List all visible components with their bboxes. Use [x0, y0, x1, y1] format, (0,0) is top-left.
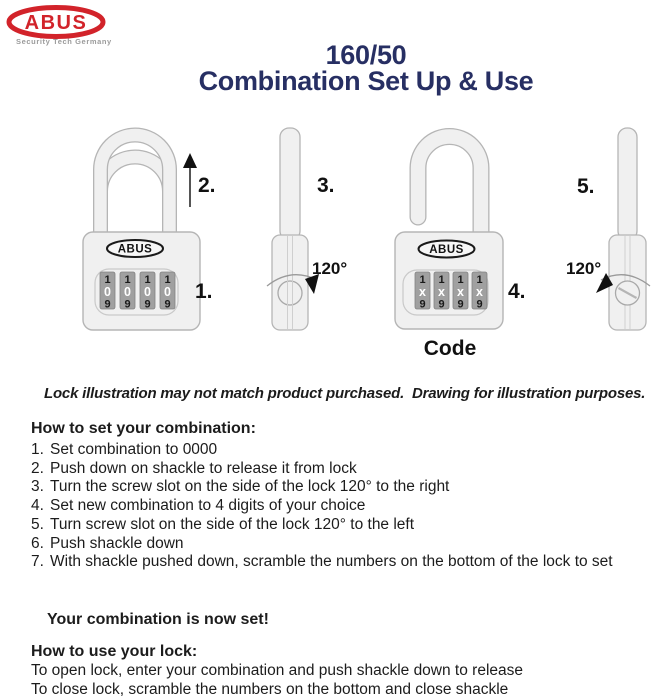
open-shackle [418, 137, 481, 240]
abus-logo-text: ABUS [24, 12, 88, 34]
figure-lock-side-left [566, 128, 650, 330]
step-number: 7. [31, 553, 44, 571]
dial-digit-middle: 0 [144, 285, 151, 299]
set-step [31, 460, 662, 479]
dial-digit-top: 1 [144, 274, 151, 286]
shackle-lower [101, 157, 170, 239]
lock-brand-text: ABUS [429, 244, 464, 256]
set-step [31, 516, 662, 535]
angle-label-left: 120° [566, 259, 602, 278]
dial-digit-top: 1 [457, 274, 464, 286]
dial-digit-middle: 0 [164, 285, 171, 299]
set-step [31, 497, 662, 516]
dial-digit-middle: x [438, 285, 445, 299]
dial-digit-bottom: 9 [104, 298, 111, 311]
lock-brand-text: ABUS [117, 243, 153, 256]
dial-digit-middle: x [457, 285, 464, 299]
step-text: With shackle pushed down, scramble the numbers on the bottom of the lock to set [50, 553, 613, 571]
set-step [31, 441, 662, 460]
step-number: 4. [31, 497, 44, 515]
brand-tagline: Security Tech Germany [16, 37, 112, 46]
disclaimer-text: Lock illustration may not match product purchased. Drawing for illustration purposes. [44, 385, 646, 402]
step-number: 5. [31, 515, 44, 533]
page-title [66, 42, 666, 94]
step-text: Turn screw slot on the side of the lock 120° to the left [50, 515, 415, 533]
set-screw-icon [278, 281, 302, 305]
figure-step-2-label: 2. [198, 174, 216, 197]
dial-digit-top: 1 [419, 274, 426, 286]
dial-digit-bottom: 9 [476, 298, 483, 311]
shackle-rod [280, 128, 300, 240]
figure-step-4-label: 4. [508, 280, 526, 303]
dial-digit-middle: x [419, 285, 426, 299]
step-text: Push down on shackle to release it from lock [50, 459, 357, 477]
dial-digit-bottom: 9 [124, 298, 131, 311]
figure-step-5-label: 5. [577, 175, 595, 198]
use-section-heading: How to use your lock: [31, 643, 198, 660]
dial-digit-top: 1 [438, 274, 445, 286]
set-section-heading: How to set your combination: [31, 420, 256, 437]
figure-lock-side-right [267, 128, 347, 330]
step-text: Turn the screw slot on the side of the lock 120° to the right [50, 478, 450, 496]
dial-digit-middle: 0 [124, 285, 131, 299]
set-step [31, 478, 662, 497]
step-number: 2. [31, 459, 44, 477]
step-text: Set combination to 0000 [50, 441, 218, 458]
dial-digit-top: 1 [476, 274, 483, 286]
dial-digit-bottom: 9 [438, 298, 445, 311]
title-model: 160/50 [325, 40, 407, 70]
dial-digit-top: 1 [164, 274, 171, 286]
dial-digit-bottom: 9 [457, 298, 464, 311]
confirmation-text: Your combination is now set! [47, 611, 269, 628]
figure-lock-front-closed [83, 135, 216, 330]
dial-digit-bottom: 9 [419, 298, 426, 311]
angle-label-right: 120° [312, 259, 348, 278]
use-line-open: To open lock, enter your combination and push shackle down to release [31, 662, 523, 679]
title-subtitle: Combination Set Up & Use [198, 66, 534, 96]
use-section-lines [31, 662, 662, 699]
figure-step-1-label: 1. [195, 280, 213, 303]
dial-digit-bottom: 9 [144, 298, 151, 311]
instruction-figures [0, 113, 666, 368]
set-steps-list [31, 441, 662, 572]
figure-step-3-label: 3. [317, 174, 335, 197]
dial-digit-top: 1 [104, 274, 111, 286]
up-arrow-head-icon [183, 153, 197, 168]
figure-lock-front-open [395, 137, 526, 361]
code-caption: Code [423, 337, 477, 360]
dial-digit-top: 1 [124, 274, 131, 286]
dial-digit-middle: x [476, 285, 483, 299]
dial-digit-middle: 0 [104, 285, 111, 299]
step-text: Set new combination to 4 digits of your choice [50, 497, 366, 515]
set-step [31, 535, 662, 554]
step-number: 3. [31, 478, 44, 496]
step-text: Push shackle down [50, 534, 184, 552]
dial-digit-bottom: 9 [164, 298, 171, 311]
shackle-rod [618, 128, 637, 240]
step-number: 6. [31, 534, 44, 552]
step-number: 1. [31, 441, 44, 458]
set-step [31, 553, 662, 572]
use-line-close: To close lock, scramble the numbers on the bottom and close shackle [31, 680, 509, 698]
